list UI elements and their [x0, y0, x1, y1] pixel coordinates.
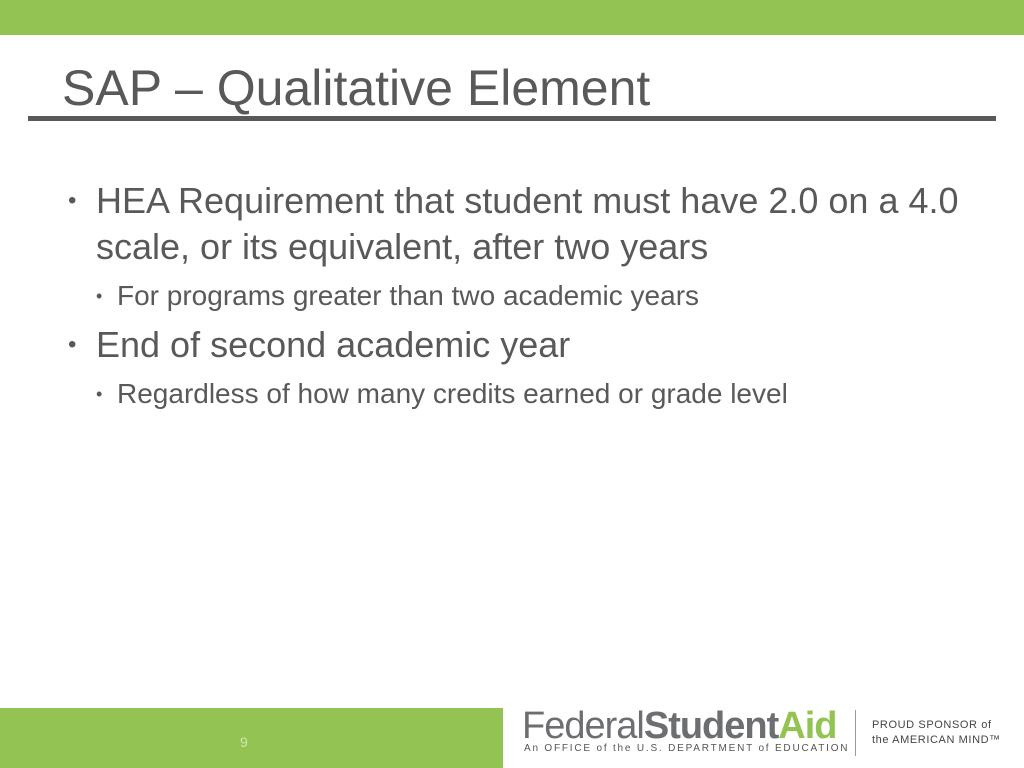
footer-accent-bar — [0, 708, 503, 768]
logo-federal-text: Federal — [522, 705, 644, 747]
logo-aid-text: Aid — [778, 705, 837, 747]
bullet-item — [68, 178, 968, 270]
top-accent-bar — [0, 0, 1024, 35]
logo-office-tagline: An OFFICE of the U.S. DEPARTMENT of EDUCATION — [524, 743, 850, 754]
sponsor-line-2: the AMERICAN MIND™ — [872, 734, 1001, 746]
bullet-icon: • — [96, 384, 103, 404]
logo-student-text: Student — [643, 705, 779, 747]
federal-student-aid-logo — [522, 705, 850, 765]
bullet-list — [68, 178, 968, 420]
sponsor-line-1: PROUD SPONSOR of — [872, 719, 992, 731]
bullet-text: HEA Requirement that student must have 2.0 on a 4.0 scale, or its equivalent, after two years — [96, 180, 959, 267]
sub-bullet-item — [68, 376, 968, 412]
slide-title: SAP – Qualitative Element — [62, 60, 651, 116]
sub-bullet-text: Regardless of how many credits earned or grade level — [117, 378, 788, 409]
footer-divider — [855, 710, 856, 756]
sub-bullet-item — [68, 278, 968, 314]
sponsor-tagline — [872, 718, 1001, 748]
bullet-icon: • — [68, 331, 77, 358]
bullet-icon: • — [96, 286, 103, 306]
bullet-text: End of second academic year — [96, 324, 571, 365]
bullet-icon: • — [68, 187, 77, 214]
title-underline — [28, 116, 996, 121]
bullet-item — [68, 322, 968, 368]
logo-wordmark — [522, 705, 837, 747]
sub-bullet-text: For programs greater than two academic years — [117, 280, 700, 311]
page-number: 9 — [240, 734, 248, 750]
